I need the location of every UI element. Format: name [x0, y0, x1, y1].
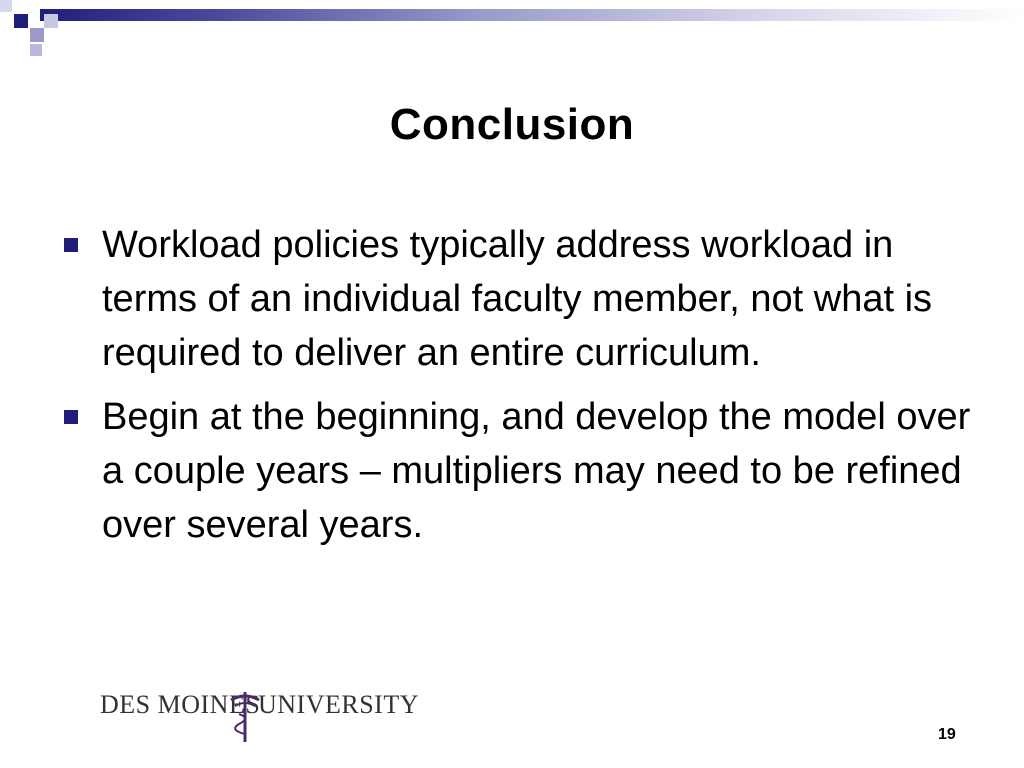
logo-text-right: UNIVERSITY	[258, 690, 419, 719]
header-square-pale	[44, 14, 58, 28]
bullet-text: Workload policies typically address workload in terms of an individual faculty member, not what is required to deliver an entire curriculum.	[102, 224, 933, 374]
square-bullet-icon	[64, 410, 78, 424]
square-bullet-icon	[64, 238, 78, 252]
bullet-item	[64, 390, 994, 552]
header-square-dark	[14, 14, 28, 28]
logo-text-left: DES MOINES	[100, 690, 261, 719]
university-logo	[100, 690, 419, 746]
header-square-corner	[0, 0, 12, 12]
bullet-text: Begin at the beginning, and develop the model over a couple years – multipliers may need to be refined over several years.	[102, 396, 971, 546]
header-decoration	[0, 0, 1024, 28]
header-gradient-bar	[40, 9, 1024, 21]
slide-title: Conclusion	[389, 100, 635, 149]
header-square-light	[30, 28, 44, 42]
bullet-list	[64, 218, 994, 562]
page-number: 19	[938, 726, 956, 743]
header-square-small	[30, 44, 42, 56]
bullet-item	[64, 218, 994, 380]
